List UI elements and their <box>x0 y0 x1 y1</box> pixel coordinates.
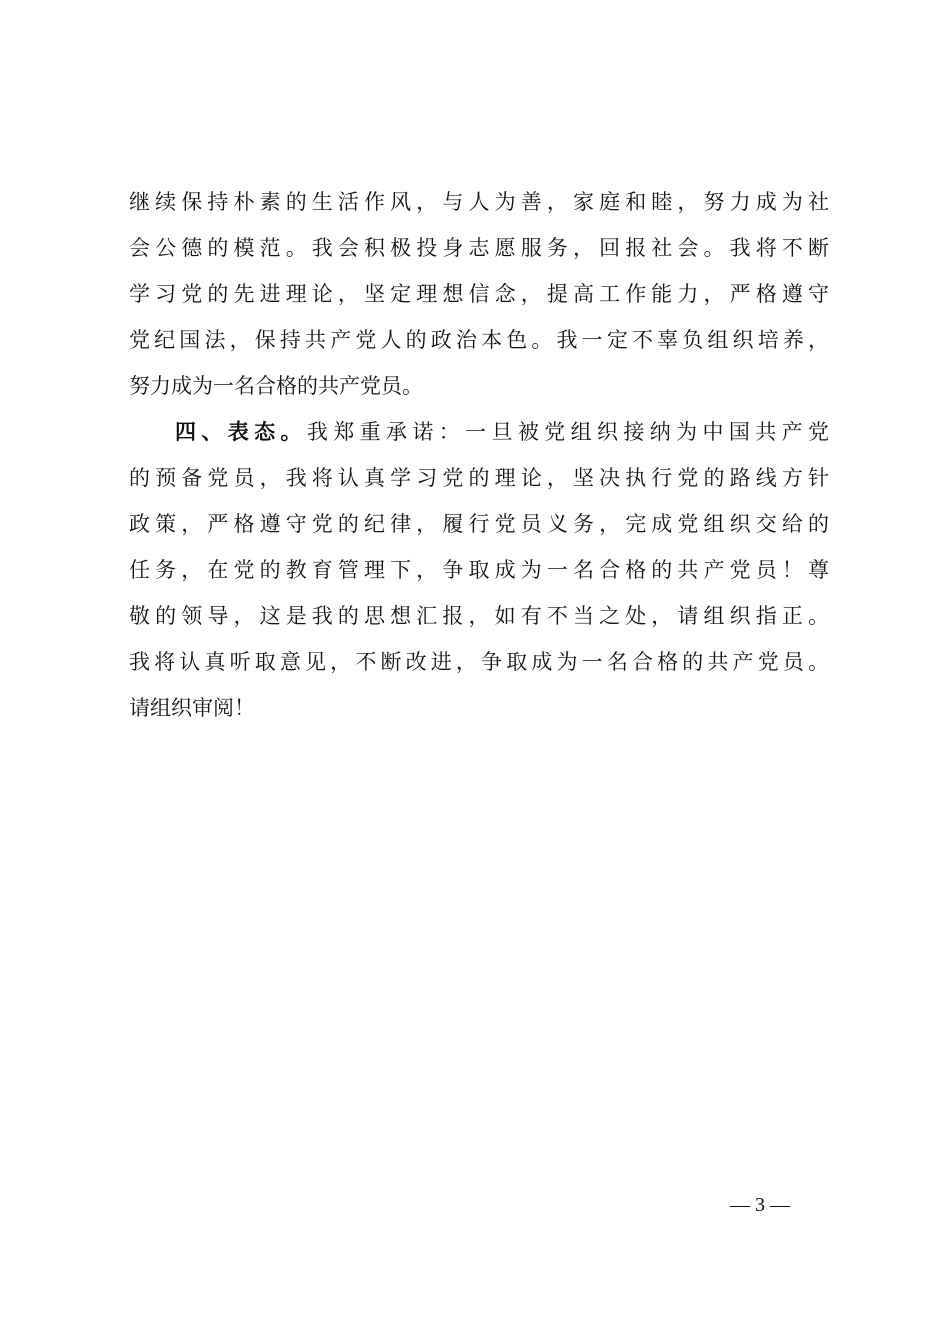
paragraph-2-line-5: 敬的领导，这是我的思想汇报，如有不当之处，请组织指正。 <box>129 604 829 628</box>
paragraph-2-line-1 <box>175 412 829 452</box>
paragraph-2-line-6: 我将认真听取意见，不断改进，争取成为一名合格的共产党员。 <box>129 650 829 674</box>
paragraph-1-line-2: 会公德的模范。我会积极投身志愿服务，回报社会。我将不断 <box>129 236 829 260</box>
paragraph-2-line-4: 任务，在党的教育管理下，争取成为一名合格的共产党员！尊 <box>129 558 829 582</box>
paragraph-2-line-2: 的预备党员，我将认真学习党的理论，坚决执行党的路线方针 <box>129 466 829 490</box>
paragraph-1-line-3: 学习党的先进理论，坚定理想信念，提高工作能力，严格遵守 <box>129 282 829 306</box>
paragraph-1-line-1: 继续保持朴素的生活作风，与人为善，家庭和睦，努力成为社 <box>129 190 829 214</box>
paragraph-2-line-7: 请组织审阅！ <box>129 696 255 720</box>
paragraph-1-line-4: 党纪国法，保持共产党人的政治本色。我一定不辜负组织培养， <box>129 328 829 352</box>
page-number: — 3 — <box>730 1194 790 1216</box>
paragraph-1-line-5: 努力成为一名合格的共产党员。 <box>129 374 423 398</box>
paragraph-2-line-3: 政策，严格遵守党的纪律，履行党员义务，完成党组织交给的 <box>129 512 829 536</box>
paragraph-2-first-line-text: 我郑重承诺：一旦被党组织接纳为中国共产党 <box>306 420 829 444</box>
section-heading: 四、表态。 <box>175 420 307 444</box>
